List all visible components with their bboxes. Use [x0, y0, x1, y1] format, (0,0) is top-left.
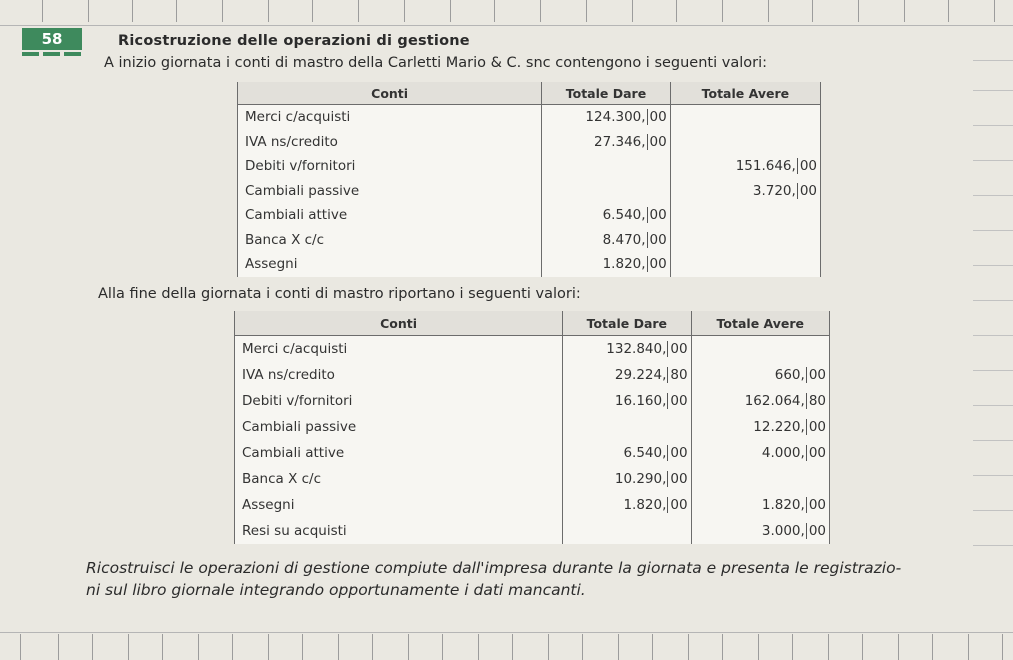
dare-amount-integer: 6.540, — [623, 445, 667, 461]
ruler-tick — [994, 0, 995, 22]
avere-amount-cell — [691, 440, 829, 466]
col-header-dare: Totale Dare — [542, 82, 671, 105]
dare-amount-decimals: 00 — [647, 232, 667, 248]
ruler-tick — [862, 634, 863, 660]
avere-amount-cell — [670, 203, 820, 228]
table-header-row — [235, 311, 830, 336]
exercise-intro: A inizio giornata i conti di mastro della Carletti Mario & C. snc contengono i seguenti valori: — [104, 55, 767, 71]
dare-amount-cell — [563, 492, 692, 518]
dare-amount-cell — [563, 518, 692, 544]
dare-amount-cell — [563, 440, 692, 466]
avere-amount-decimals: 00 — [797, 158, 817, 174]
table-row — [238, 154, 821, 179]
ruler-tick — [302, 634, 303, 660]
start-of-day-ledger-table — [237, 82, 821, 277]
dare-amount-decimals: 80 — [667, 367, 687, 383]
dare-amount-integer: 1.820, — [623, 497, 667, 513]
margin-line — [973, 510, 1013, 511]
dare-amount-integer: 124.300, — [585, 109, 646, 126]
dare-amount-integer: 16.160, — [614, 393, 667, 409]
ruler-tick — [632, 0, 633, 22]
margin-line — [973, 230, 1013, 231]
col-header-accounts: Conti — [235, 311, 563, 336]
margin-line — [973, 405, 1013, 406]
margin-line — [973, 60, 1013, 61]
avere-amount-cell — [691, 492, 829, 518]
dare-amount-cell — [542, 203, 671, 228]
margin-line — [973, 160, 1013, 161]
avere-amount-cell — [691, 518, 829, 544]
table-row — [238, 130, 821, 155]
account-name-cell: Resi su acquisti — [235, 518, 563, 544]
margin-line — [973, 300, 1013, 301]
dare-amount-integer: 10.290, — [614, 471, 667, 487]
ruler-tick — [372, 634, 373, 660]
avere-amount-cell — [670, 252, 820, 277]
account-name-cell: Debiti v/fornitori — [238, 154, 542, 179]
ruler-tick — [232, 634, 233, 660]
table-row — [235, 362, 830, 388]
margin-line — [973, 370, 1013, 371]
table-row — [235, 466, 830, 492]
ruler-tick — [128, 634, 129, 660]
col-header-avere: Totale Avere — [691, 311, 829, 336]
ruler-tick — [758, 634, 759, 660]
top-ruler-decoration — [0, 0, 1013, 28]
ruler-tick — [652, 634, 653, 660]
dare-amount-decimals: 00 — [647, 207, 667, 223]
col-header-avere: Totale Avere — [670, 82, 820, 105]
ruler-tick — [722, 634, 723, 660]
account-name-cell: Cambiali passive — [235, 414, 563, 440]
ruler-tick — [540, 0, 541, 22]
avere-amount-cell — [670, 228, 820, 253]
task-line-2: ni sul libro giornale integrando opportunamente i dati mancanti. — [86, 581, 586, 599]
margin-line — [973, 440, 1013, 441]
ruler-tick — [478, 634, 479, 660]
account-name-cell: Cambiali passive — [238, 179, 542, 204]
account-name-cell: Banca X c/c — [235, 466, 563, 492]
dare-amount-cell — [542, 252, 671, 277]
account-name-cell: Merci c/acquisti — [238, 105, 542, 130]
ruler-tick — [828, 634, 829, 660]
ruler-tick — [676, 0, 677, 22]
ruler-tick — [948, 0, 949, 22]
ruler-tick — [358, 0, 359, 22]
margin-line — [973, 125, 1013, 126]
avere-amount-integer: 4.000, — [761, 445, 805, 461]
ruler-tick — [268, 634, 269, 660]
ruler-tick — [688, 634, 689, 660]
avere-amount-decimals: 80 — [806, 393, 826, 409]
ruler-tick — [1002, 634, 1003, 660]
ruler-tick — [404, 0, 405, 22]
table-row — [238, 203, 821, 228]
account-name-cell: Cambiali attive — [238, 203, 542, 228]
exercise-difficulty-bar — [22, 52, 82, 56]
table-row — [235, 414, 830, 440]
ruler-tick — [88, 0, 89, 22]
ruler-tick — [132, 0, 133, 22]
exercise-number-badge: 58 — [22, 28, 82, 50]
account-name-cell: Banca X c/c — [238, 228, 542, 253]
ruler-tick — [494, 0, 495, 22]
dare-amount-decimals: 00 — [667, 497, 687, 513]
margin-line — [973, 475, 1013, 476]
ruler-tick — [768, 0, 769, 22]
ruler-tick — [408, 634, 409, 660]
table-row — [238, 228, 821, 253]
table-row — [235, 336, 830, 363]
ruler-tick — [858, 0, 859, 22]
margin-line — [973, 195, 1013, 196]
avere-amount-integer: 3.000, — [761, 523, 805, 539]
avere-amount-cell — [691, 466, 829, 492]
table-row — [238, 179, 821, 204]
ruler-tick — [42, 0, 43, 22]
end-of-day-text: Alla fine della giornata i conti di mastro riportano i seguenti valori: — [98, 286, 581, 302]
account-name-cell: Assegni — [235, 492, 563, 518]
avere-amount-cell — [691, 388, 829, 414]
dare-amount-cell — [542, 105, 671, 130]
dare-amount-integer: 1.820, — [602, 256, 646, 273]
dare-amount-decimals: 00 — [647, 256, 667, 272]
ruler-tick — [722, 0, 723, 22]
ruler-tick — [932, 634, 933, 660]
avere-amount-decimals: 00 — [806, 497, 826, 513]
ruler-tick — [58, 634, 59, 660]
avere-amount-integer: 151.646, — [735, 158, 796, 175]
ruler-tick — [198, 634, 199, 660]
table-row — [235, 388, 830, 414]
bottom-ruler-decoration — [0, 632, 1013, 660]
avere-amount-cell — [670, 105, 820, 130]
table-row — [235, 492, 830, 518]
dare-amount-integer: 27.346, — [594, 133, 646, 150]
ruler-tick — [904, 0, 905, 22]
top-rule-line — [0, 25, 1013, 26]
dare-amount-cell — [542, 154, 671, 179]
margin-line — [973, 545, 1013, 546]
avere-amount-cell — [670, 154, 820, 179]
avere-amount-decimals: 00 — [806, 419, 826, 435]
account-name-cell: Cambiali attive — [235, 440, 563, 466]
dare-amount-decimals: 00 — [647, 109, 667, 125]
ruler-tick — [176, 0, 177, 22]
avere-amount-cell — [691, 414, 829, 440]
ruler-tick — [792, 634, 793, 660]
avere-amount-integer: 12.220, — [753, 419, 805, 435]
ruler-tick — [586, 0, 587, 22]
dare-amount-decimals: 00 — [667, 445, 687, 461]
account-name-cell: Merci c/acquisti — [235, 336, 563, 363]
dare-amount-cell — [542, 130, 671, 155]
avere-amount-cell — [691, 336, 829, 363]
dare-amount-decimals: 00 — [667, 393, 687, 409]
ruler-tick — [162, 634, 163, 660]
dare-amount-cell — [563, 388, 692, 414]
dare-amount-cell — [542, 179, 671, 204]
dare-amount-decimals: 00 — [647, 134, 667, 150]
dare-amount-cell — [563, 362, 692, 388]
col-header-dare: Totale Dare — [563, 311, 692, 336]
margin-line — [973, 265, 1013, 266]
table-row — [238, 105, 821, 130]
avere-amount-integer: 1.820, — [761, 497, 805, 513]
ruler-tick — [618, 634, 619, 660]
dare-amount-decimals: 00 — [667, 341, 687, 357]
task-instructions — [86, 557, 1006, 601]
ruler-tick — [338, 634, 339, 660]
table-row — [235, 518, 830, 544]
avere-amount-cell — [691, 362, 829, 388]
dare-amount-integer: 29.224, — [614, 367, 667, 383]
avere-amount-cell — [670, 179, 820, 204]
ruler-tick — [92, 634, 93, 660]
ruler-tick — [312, 0, 313, 22]
avere-amount-decimals: 00 — [806, 367, 826, 383]
account-name-cell: IVA ns/credito — [238, 130, 542, 155]
account-name-cell: IVA ns/credito — [235, 362, 563, 388]
avere-amount-integer: 3.720, — [752, 182, 796, 199]
account-name-cell: Debiti v/fornitori — [235, 388, 563, 414]
account-name-cell: Assegni — [238, 252, 542, 277]
table-header-row — [238, 82, 821, 105]
ruler-tick — [268, 0, 269, 22]
margin-line — [973, 335, 1013, 336]
exercise-title: Ricostruzione delle operazioni di gestione — [118, 33, 470, 49]
dare-amount-integer: 8.470, — [602, 231, 646, 248]
ruler-tick — [20, 634, 21, 660]
avere-amount-integer: 660, — [774, 367, 805, 383]
avere-amount-cell — [670, 130, 820, 155]
dare-amount-decimals: 00 — [667, 471, 687, 487]
ruler-tick — [968, 634, 969, 660]
ruler-tick — [222, 0, 223, 22]
dare-amount-integer: 132.840, — [606, 341, 667, 357]
dare-amount-cell — [563, 336, 692, 363]
table-row — [235, 440, 830, 466]
end-of-day-ledger-table — [234, 311, 830, 544]
avere-amount-decimals: 00 — [797, 183, 817, 199]
ruler-tick — [450, 0, 451, 22]
ruler-tick — [512, 634, 513, 660]
ruler-tick — [898, 634, 899, 660]
dare-amount-cell — [563, 414, 692, 440]
ruler-tick — [812, 0, 813, 22]
margin-lines-decoration — [973, 30, 1013, 590]
ruler-tick — [442, 634, 443, 660]
margin-line — [973, 90, 1013, 91]
avere-amount-integer: 162.064, — [744, 393, 805, 409]
avere-amount-decimals: 00 — [806, 523, 826, 539]
task-line-1: Ricostruisci le operazioni di gestione compiute dall'impresa durante la giornata e presenta le registrazio- — [86, 559, 902, 577]
ruler-tick — [582, 634, 583, 660]
ruler-tick — [548, 634, 549, 660]
dare-amount-cell — [542, 228, 671, 253]
dare-amount-integer: 6.540, — [602, 207, 646, 224]
table-row — [238, 252, 821, 277]
col-header-accounts: Conti — [238, 82, 542, 105]
avere-amount-decimals: 00 — [806, 445, 826, 461]
dare-amount-cell — [563, 466, 692, 492]
